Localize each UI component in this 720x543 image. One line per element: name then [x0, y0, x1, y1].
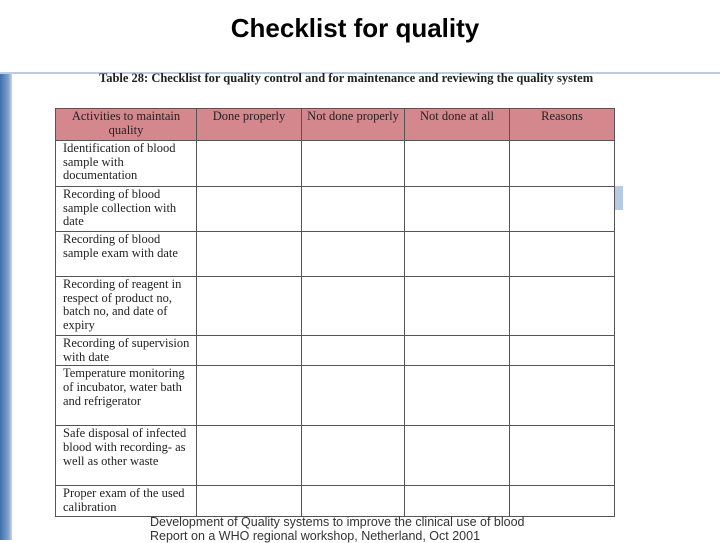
- source-line-1: Development of Quality systems to improve the clinical use of blood: [150, 515, 525, 529]
- not-done-properly-cell: [302, 486, 405, 516]
- slide-title: Checklist for quality: [230, 13, 480, 43]
- reasons-cell: [510, 486, 615, 516]
- reasons-cell: [510, 141, 615, 187]
- reasons-cell: [510, 366, 615, 426]
- done-properly-cell: [197, 187, 302, 232]
- not-done-at-all-cell: [405, 486, 510, 516]
- activity-cell: Temperature monitoring of incubator, water bath and refrigerator: [56, 366, 197, 426]
- not-done-properly-cell: [302, 336, 405, 366]
- not-done-at-all-cell: [405, 366, 510, 426]
- header-reasons: Reasons: [510, 109, 615, 141]
- header-done-properly: Done properly: [197, 109, 302, 141]
- not-done-properly-cell: [302, 277, 405, 336]
- activity-cell: Proper exam of the used calibration: [56, 486, 197, 516]
- not-done-at-all-cell: [405, 336, 510, 366]
- activity-cell: Safe disposal of infected blood with recording- as well as other waste: [56, 426, 197, 486]
- activity-cell: Recording of blood sample exam with date: [56, 232, 197, 277]
- table-row: [56, 277, 615, 336]
- source-citation: [150, 515, 620, 543]
- table-row: [56, 486, 615, 516]
- table-row: [56, 187, 615, 232]
- reasons-cell: [510, 277, 615, 336]
- header-not-done-at-all: Not done at all: [405, 109, 510, 141]
- not-done-properly-cell: [302, 366, 405, 426]
- not-done-properly-cell: [302, 232, 405, 277]
- done-properly-cell: [197, 141, 302, 187]
- table-row: [56, 336, 615, 366]
- table-header-row: [56, 109, 615, 141]
- table-row: [56, 232, 615, 277]
- done-properly-cell: [197, 366, 302, 426]
- table-row: [56, 426, 615, 486]
- not-done-properly-cell: [302, 187, 405, 232]
- done-properly-cell: [197, 232, 302, 277]
- not-done-at-all-cell: [405, 426, 510, 486]
- not-done-at-all-cell: [405, 141, 510, 187]
- activity-cell: Recording of supervision with date: [56, 336, 197, 366]
- done-properly-cell: [197, 336, 302, 366]
- done-properly-cell: [197, 426, 302, 486]
- not-done-properly-cell: [302, 426, 405, 486]
- activity-cell: Recording of blood sample collection with date: [56, 187, 197, 232]
- left-accent-strip: [0, 74, 12, 540]
- done-properly-cell: [197, 486, 302, 516]
- not-done-at-all-cell: [405, 277, 510, 336]
- not-done-at-all-cell: [405, 187, 510, 232]
- header-not-done-properly: Not done properly: [302, 109, 405, 141]
- not-done-at-all-cell: [405, 232, 510, 277]
- done-properly-cell: [197, 277, 302, 336]
- header-activities: Activities to maintain quality: [56, 109, 197, 141]
- reasons-cell: [510, 187, 615, 232]
- table-caption: Table 28: Checklist for quality control and for maintenance and reviewing the quality system: [99, 71, 594, 85]
- activity-cell: Recording of reagent in respect of product no, batch no, and date of expiry: [56, 277, 197, 336]
- not-done-properly-cell: [302, 141, 405, 187]
- reasons-cell: [510, 426, 615, 486]
- checklist-table: [55, 108, 615, 517]
- reasons-cell: [510, 336, 615, 366]
- table-row: [56, 141, 615, 187]
- reasons-cell: [510, 232, 615, 277]
- activity-cell: Identification of blood sample with documentation: [56, 141, 197, 187]
- table-row: [56, 366, 615, 426]
- source-line-2: Report on a WHO regional workshop, Netherland, Oct 2001: [150, 529, 481, 543]
